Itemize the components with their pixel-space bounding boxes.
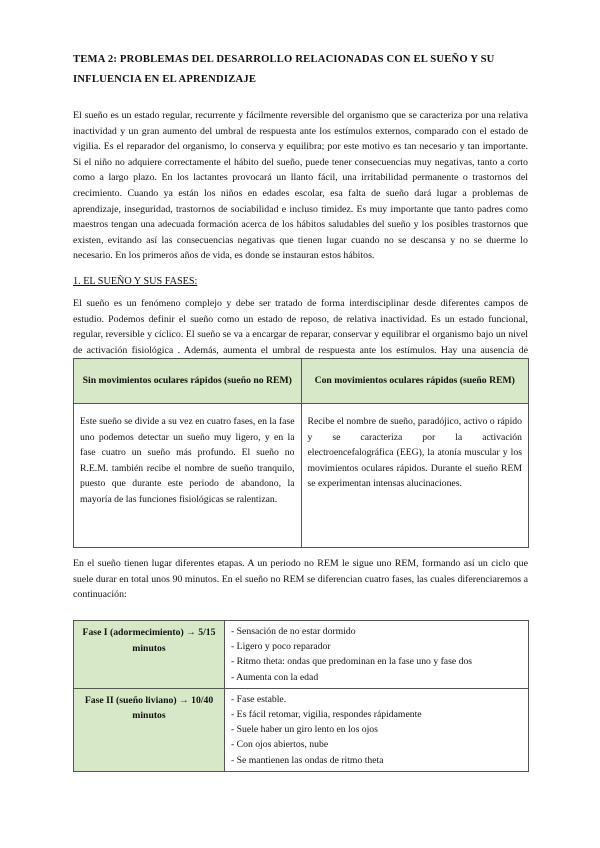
section-heading: 1. EL SUEÑO Y SUS FASES:: [73, 276, 198, 287]
list-item: - Aumenta con la edad: [231, 670, 522, 685]
phase-label: Fase II (sueño liviano) → 10/40 minutos: [74, 688, 225, 771]
document-title: TEMA 2: PROBLEMAS DEL DESARROLLO RELACIONADAS CON EL SUEÑO Y SU INFLUENCIA EN EL APRENDIZAJE: [73, 54, 495, 85]
phase-label: Fase I (adormecimiento) → 5/15 minutos: [74, 621, 225, 689]
table-header-non-rem: Sin movimientos oculares rápidos (sueño no REM): [74, 359, 302, 404]
table-row: [74, 621, 529, 689]
list-item: - Con ojos abiertos, nube: [231, 737, 522, 752]
table-cell-non-rem: Este sueño se divide a su vez en cuatro fases, en la fase uno podemos detectar un sueño muy ligero, y en la fase cuatro un sueño más profundo. El sueño no R.E.M. también recibe el nombre de sueño tranquilo, puesto que durante este periodo de abandono, la mayoría de las funciones fisiológicas se ralentizan.: [74, 404, 302, 548]
list-item: - Sensación de no estar dormido: [231, 624, 522, 639]
sleep-types-table: [73, 358, 529, 548]
list-item: - Suele haber un giro lento en los ojos: [231, 722, 522, 737]
list-item: - Ritmo theta: ondas que predominan en la fase uno y fase dos: [231, 654, 522, 669]
intro-paragraph: El sueño es un estado regular, recurrente y fácilmente reversible del organismo que se caracteriza por una relativa inactividad y un gran aumento del umbral de respuesta ante los estímulos externos, comparado con el estado de vigilia. Es el reparador del organismo, lo conserva y equilibra; por este motivo es tan necesario y tan importante. Si el niño no adquiere correctamente el hábito del sueño, puede tener consecuencias muy negativas, tanto a corto como a largo plazo. En los lactantes provocará un llanto fácil, una irritabilidad permanente o trastornos del crecimiento. Cuando ya están los niños en edades escolar, esa falta de sueño dará lugar a problemas de aprendizaje, inseguridad, trastornos de sociabilidad e incluso timidez. Es muy importante que tanto padres como maestros tengan una adecuada formación acerca de los hábitos saludables del sueño y los posibles trastornos que existen, evitando así las consecuencias negativas que tienen lugar cuando no se descansa y no se duerme lo necesario. En los primeros años de vida, es donde se instauran estos hábitos.: [73, 110, 528, 262]
list-item: - Es fácil retomar, vigilia, respondes rápidamente: [231, 707, 522, 722]
table-cell-rem: Recibe el nombre de sueño, paradójico, activo o rápido y se caracteriza por la activación electroencefalográfica (EEG), la atonía muscular y los movimientos oculares rápidos. Durante el sueño REM se experimentan intensas alucinaciones.: [301, 404, 529, 548]
phases-table: [73, 620, 529, 772]
section-paragraph: El sueño es un fenómeno complejo y debe ser tratado de forma interdisciplinar desde diferentes campos de estudio. Podemos definir el sueño como un estado de reposo, de relativa inactividad. Es un estado funcional, regular, reversible y cíclico. El sueño se va a encargar de reparar, conservar y equilibrar el organismo bajo un nivel de activación fisiológica . Además, aumenta el umbral de respuesta ante los estímulos. Hay una ausencia de: [73, 298, 528, 356]
phase-details: [225, 621, 529, 689]
list-item: - Se mantienen las ondas de ritmo theta: [231, 753, 522, 768]
phase-details: [225, 688, 529, 771]
table-header-rem: Con movimientos oculares rápidos (sueño REM): [301, 359, 529, 404]
list-item: - Ligero y poco reparador: [231, 639, 522, 654]
list-item: - Fase estable.: [231, 692, 522, 707]
table-row: [74, 688, 529, 771]
stages-paragraph: En el sueño tienen lugar diferentes etapas. A un periodo no REM le sigue uno REM, formando así un ciclo que suele durar en total unos 90 minutos. En el sueño no REM se diferencian cuatro fases, las cuales diferenciaremos a continuación:: [73, 558, 528, 601]
